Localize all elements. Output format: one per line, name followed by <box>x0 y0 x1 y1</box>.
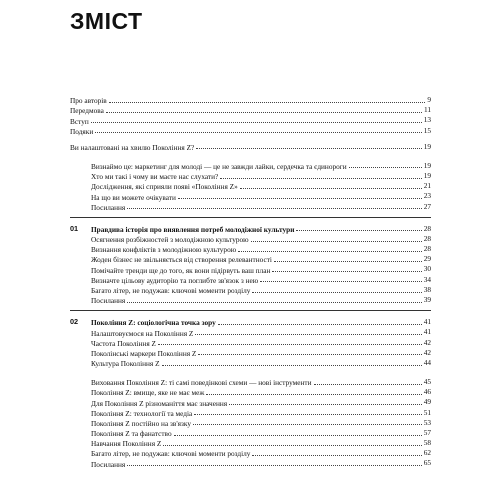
chapter-number: 02 <box>70 317 79 327</box>
divider-line <box>70 217 431 218</box>
toc-entry-page: 41 <box>423 327 431 337</box>
toc-entry-title: Жоден бізнес не звільняється від створення релевантності <box>91 255 272 265</box>
leader-dots <box>238 251 422 252</box>
toc-entry[interactable] <box>70 397 431 407</box>
toc-entry[interactable] <box>70 327 431 337</box>
toc-entry-page: 42 <box>423 347 431 357</box>
toc-entry[interactable] <box>70 368 431 387</box>
toc-entry[interactable] <box>70 275 431 285</box>
toc-entry-title: Помічайте тренди ще до того, як вони підірвуть ваш план <box>91 265 271 275</box>
toc-entry-title: Визначте цільову аудиторію та поглибте зв'язок з нею <box>91 275 259 285</box>
toc-entry-title: Покоління Z: вмище, яке не має меж <box>91 388 205 398</box>
leader-dots <box>109 102 426 103</box>
toc-entry-title: Налаштовуємося на Покоління Z <box>91 328 194 338</box>
toc-entry-title: Покоління Z та фанатство <box>91 429 172 439</box>
toc-entry-page: 39 <box>423 295 431 304</box>
toc-entry-title: Навчання Покоління Z <box>91 439 162 449</box>
toc-entry-page: 19 <box>423 160 431 170</box>
leader-dots <box>127 208 421 209</box>
toc-entry-page: 28 <box>423 244 431 254</box>
toc-entry[interactable] <box>70 428 431 438</box>
leader-dots <box>252 455 421 456</box>
toc-entry-title: Хто ми такі і чому ви маєте нас слухати? <box>91 172 219 182</box>
toc-entry-page: 34 <box>423 274 431 284</box>
leader-dots <box>163 445 421 446</box>
toc-entry-title: Поколінські маркери Покоління Z <box>91 348 197 358</box>
toc-entry[interactable] <box>70 448 431 458</box>
leader-dots <box>252 292 421 293</box>
toc-section-heading[interactable] <box>70 142 431 152</box>
toc-entry[interactable] <box>70 234 431 244</box>
toc-entry-page: 49 <box>423 397 431 407</box>
leader-dots <box>178 198 422 199</box>
toc-entry[interactable] <box>70 191 431 201</box>
chapter-number: 01 <box>70 223 79 233</box>
leader-dots <box>127 302 421 303</box>
toc-entry-page: 44 <box>423 357 431 367</box>
toc-entry-page: 38 <box>423 284 431 294</box>
leader-dots <box>229 404 422 405</box>
leader-dots <box>198 354 421 355</box>
leader-dots <box>106 112 422 113</box>
toc-entry[interactable] <box>70 408 431 418</box>
leader-dots <box>251 241 422 242</box>
toc-entry-title: Покоління Z: соціологічна точка зору <box>91 318 216 328</box>
toc-entry-title: Посилання <box>91 296 126 306</box>
toc-entry[interactable] <box>70 244 431 254</box>
toc-entry-page: 21 <box>423 181 431 191</box>
toc-entry[interactable] <box>70 438 431 448</box>
toc-entry-title: Визнаймо це: маркетинг для молоді — це не завжди лайки, сердечка та єдинороги <box>91 161 347 171</box>
toc-entry-page: 23 <box>423 191 431 201</box>
toc-entry-title: Посилання <box>91 202 126 212</box>
toc-entry-title: Про авторів <box>70 96 107 106</box>
toc-entry-page: 29 <box>423 254 431 264</box>
toc-entry[interactable] <box>70 202 431 212</box>
leader-dots <box>195 334 421 335</box>
divider-line <box>70 310 431 311</box>
toc-entry-page: 58 <box>423 438 431 448</box>
toc-entry-title: Посилання <box>91 459 126 469</box>
toc-entry-page: 41 <box>423 317 431 327</box>
leader-dots <box>220 178 421 179</box>
toc-entry[interactable] <box>70 254 431 264</box>
toc-entry-title: Подяки <box>70 126 94 136</box>
leader-dots <box>260 281 422 282</box>
leader-dots <box>218 324 422 325</box>
toc-entry[interactable] <box>70 95 431 105</box>
toc-entry[interactable] <box>70 418 431 428</box>
toc-entry-page: 45 <box>423 376 431 386</box>
toc-entry-title: Виховання Покоління Z: ті самі поведінкові схеми — нові інструменти <box>91 378 312 388</box>
toc-entry-page: 42 <box>423 337 431 347</box>
leader-dots <box>194 414 421 415</box>
leader-dots <box>274 261 422 262</box>
toc-entry[interactable] <box>70 152 431 171</box>
toc-entry[interactable] <box>70 348 431 358</box>
toc-entry-title: Багато літер, не подужав: ключові моменти розділу <box>91 286 251 296</box>
toc-chapter-heading[interactable] <box>70 317 431 327</box>
toc-entry-page: 62 <box>423 448 431 458</box>
toc-entry-title: Правдива історія про виявлення потреб молодіжної культури <box>91 224 295 234</box>
leader-dots <box>314 384 422 385</box>
leader-dots <box>162 365 422 366</box>
toc-entry-title: Покоління Z постійно на зв'язку <box>91 418 191 428</box>
toc-entry[interactable] <box>70 126 431 136</box>
toc-entry-title: Ви налаштовані на хвилю Покоління Z? <box>70 142 195 152</box>
toc-entry[interactable] <box>70 285 431 295</box>
toc-entry[interactable] <box>70 387 431 397</box>
chapter-divider <box>70 212 431 224</box>
toc-entry-page: 28 <box>423 233 431 243</box>
toc-entry-page: 13 <box>423 115 431 125</box>
toc-entry-page: 11 <box>423 105 431 115</box>
toc-entry-page: 46 <box>423 387 431 397</box>
toc-entry-title: Культура Покоління Z <box>91 359 160 369</box>
toc-entry[interactable] <box>70 295 431 305</box>
page-title: ЗМІСТ <box>70 8 143 34</box>
leader-dots <box>193 424 422 425</box>
toc-entry-page: 19 <box>423 170 431 180</box>
toc-entry-page: 57 <box>423 427 431 437</box>
toc-entry-page: 15 <box>423 125 431 135</box>
toc-entry-page: 51 <box>423 407 431 417</box>
leader-dots <box>91 122 422 123</box>
toc-entry-title: Передмова <box>70 106 104 116</box>
toc-entry-title: Частота Покоління Z <box>91 338 156 348</box>
toc-entry[interactable] <box>70 358 431 368</box>
toc-entry-title: Вступ <box>70 116 89 126</box>
toc-entry[interactable] <box>70 115 431 125</box>
toc-entry-title: Для Покоління Z різноманіття має значення <box>91 398 228 408</box>
leader-dots <box>240 188 422 189</box>
toc-entry[interactable] <box>70 458 431 468</box>
toc-entry[interactable] <box>70 171 431 181</box>
leader-dots <box>174 435 422 436</box>
toc-entry-title: Покоління Z: технології та медіа <box>91 408 193 418</box>
toc-entry-page: 53 <box>423 417 431 427</box>
leader-dots <box>206 394 421 395</box>
leader-dots <box>349 167 422 168</box>
toc-entry-title: Багато літер, не подужав: ключові моменти розділу <box>91 449 251 459</box>
toc-entry-title: Осягнення розбіжностей з молодіжною культурою <box>91 235 249 245</box>
toc-entry-page: 27 <box>423 201 431 211</box>
leader-dots <box>127 465 421 466</box>
toc-entry[interactable] <box>70 264 431 274</box>
leader-dots <box>158 344 422 345</box>
toc-entry-page: 30 <box>423 264 431 274</box>
table-of-contents <box>70 95 431 469</box>
toc-entry[interactable] <box>70 181 431 191</box>
chapter-divider <box>70 305 431 317</box>
toc-entry-page: 65 <box>423 458 431 468</box>
toc-entry-page: 9 <box>427 95 431 104</box>
toc-entry-page: 19 <box>423 141 431 151</box>
toc-chapter-heading[interactable] <box>70 224 431 234</box>
leader-dots <box>272 271 421 272</box>
leader-dots <box>296 230 421 231</box>
toc-entry-page: 28 <box>423 223 431 233</box>
toc-entry[interactable] <box>70 105 431 115</box>
toc-entry-title: На що ви можете очікувати <box>91 192 176 202</box>
toc-entry-title: Визнання конфліктів з молодіжною культурою <box>91 245 237 255</box>
leader-dots <box>196 148 421 149</box>
toc-entry[interactable] <box>70 338 431 348</box>
toc-entry-title: Дослідження, які сприяли появі «Покоління Z» <box>91 182 238 192</box>
leader-dots <box>95 132 421 133</box>
